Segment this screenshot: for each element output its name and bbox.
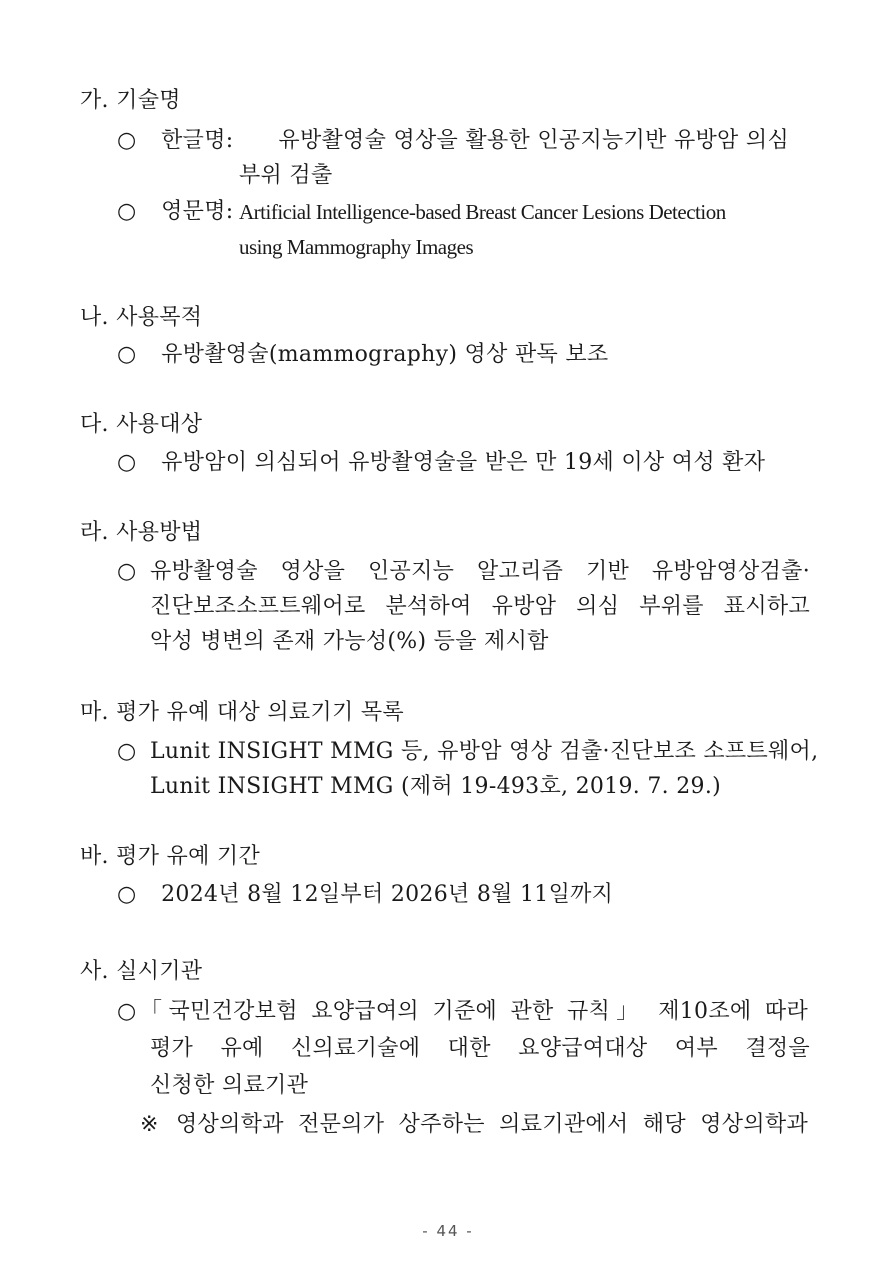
page-number: - 44 - (422, 1222, 474, 1240)
korean-name-line-2: 부위 검출 (239, 163, 333, 188)
method-line-2: 진단보조소프트웨어로 분석하여 유방암 의심 부위를 표시하고 (150, 594, 810, 619)
bullet-circle: ○ (117, 342, 137, 367)
english-name-row (117, 197, 249, 227)
bullet-circle: ○ (117, 999, 137, 1024)
institution-line-3: 신청한 의료기관 (150, 1073, 309, 1098)
bullet-circle: ○ (117, 128, 137, 153)
heading-technology-name: 가. 기술명 (80, 88, 181, 113)
bullet-circle: ○ (117, 450, 137, 475)
heading-deferral-period: 바. 평가 유예 기간 (80, 844, 261, 869)
device-line-1: Lunit INSIGHT MMG 등, 유방암 영상 검출·진단보조 소프트웨어, (150, 739, 819, 764)
heading-device-list: 마. 평가 유예 대상 의료기기 목록 (80, 700, 404, 725)
period-row (117, 880, 613, 910)
heading-purpose: 나. 사용목적 (80, 305, 203, 330)
english-name-label: 영문명: (161, 199, 234, 224)
method-line-3: 악성 병변의 존재 가능성(%) 등을 제시함 (150, 629, 549, 654)
device-line-2: Lunit INSIGHT MMG (제허 19-493호, 2019. 7. 29.) (150, 774, 722, 799)
english-name-line-2: using Mammography Images (239, 235, 474, 259)
purpose-row (117, 340, 608, 370)
note-row (140, 1110, 159, 1140)
heading-method: 라. 사용방법 (80, 520, 203, 545)
reference-mark: ※ (140, 1112, 159, 1137)
bullet-circle: ○ (117, 882, 137, 907)
method-line-1: 유방촬영술 영상을 인공지능 알고리즘 기반 유방암영상검출· (150, 559, 810, 584)
institution-line-2: 평가 유예 신의료기술에 대한 요양급여대상 여부 결정을 (150, 1036, 810, 1061)
target-text: 유방암이 의심되어 유방촬영술을 받은 만 19세 이상 여성 환자 (161, 450, 766, 475)
bullet-circle: ○ (117, 739, 137, 764)
english-name-line-1: Artificial Intelligence-based Breast Cancer Lesions Detection (239, 200, 726, 224)
bullet-circle: ○ (117, 199, 137, 224)
institution-row-1 (117, 997, 137, 1027)
method-row-1 (117, 557, 137, 587)
heading-target: 다. 사용대상 (80, 412, 203, 437)
institution-line-1: 「국민건강보험 요양급여의 기준에 관한 규칙」 제10조에 따라 (140, 999, 808, 1024)
purpose-text: 유방촬영술(mammography) 영상 판독 보조 (161, 342, 609, 367)
bullet-circle: ○ (117, 559, 137, 584)
note-line-1: 영상의학과 전문의가 상주하는 의료기관에서 해당 영상의학과 (176, 1112, 808, 1137)
period-text: 2024년 8월 12일부터 2026년 8월 11일까지 (161, 882, 614, 907)
target-row (117, 448, 765, 478)
korean-name-row (117, 126, 789, 156)
device-row-1 (117, 737, 137, 767)
heading-institution: 사. 실시기관 (80, 959, 203, 984)
korean-name-label: 한글명: (161, 128, 234, 153)
korean-name-line-1: 유방촬영술 영상을 활용한 인공지능기반 유방암 의심 (278, 128, 790, 153)
